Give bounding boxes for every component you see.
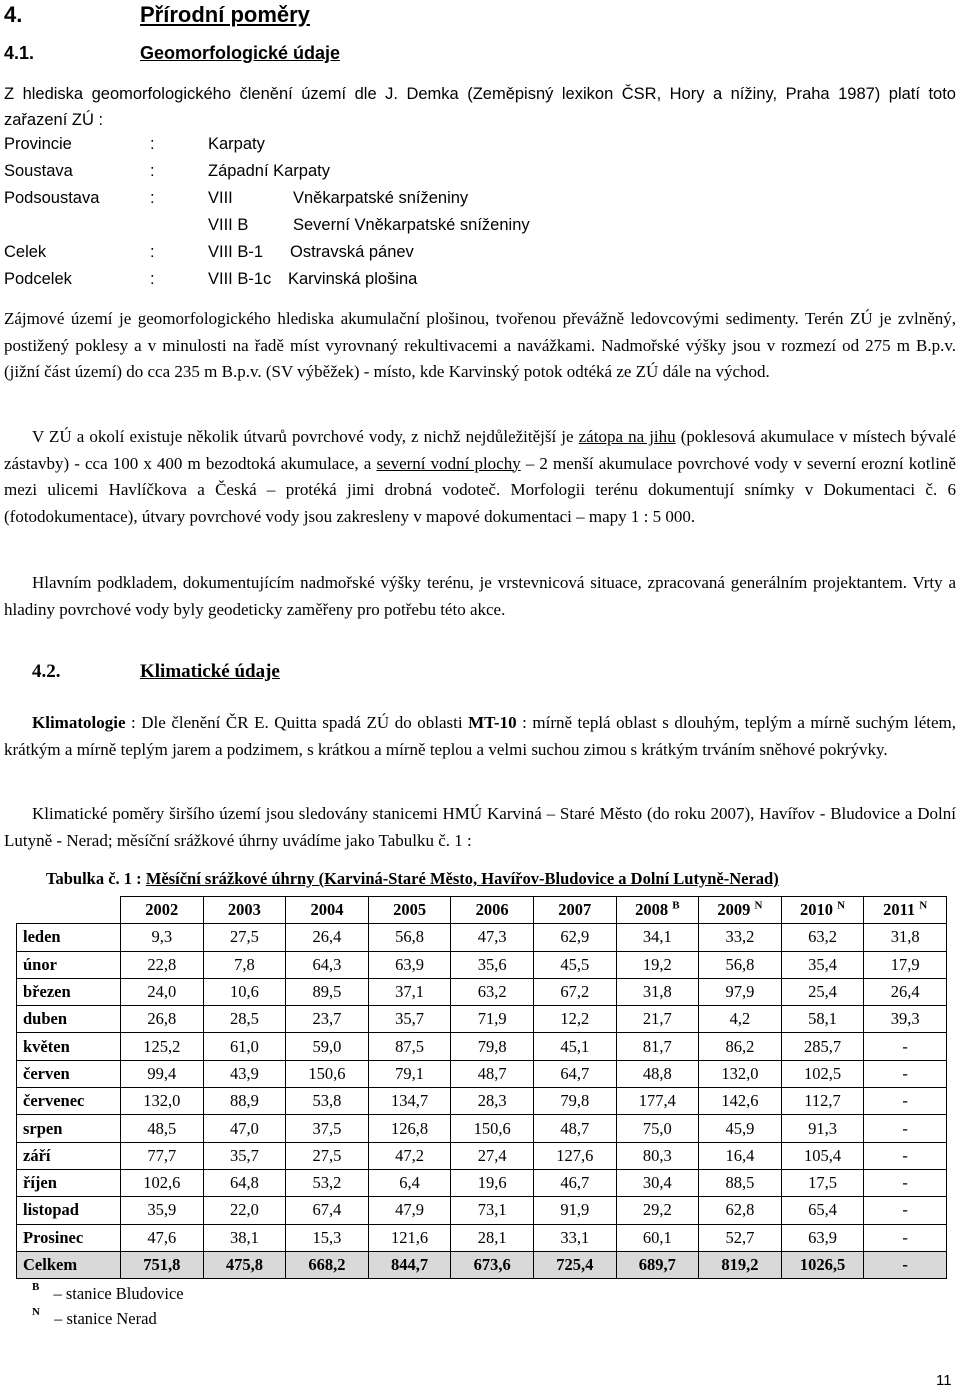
month-cell: září: [17, 1142, 121, 1169]
text-run: (poklesová akumulace v místech bývalé zástavby) - cca 100 x 400 m bezodtoká akumulace, a: [4, 427, 956, 473]
value-cell: 99,4: [121, 1060, 204, 1087]
year-header: [533, 897, 616, 924]
value-cell: 819,2: [699, 1251, 782, 1278]
value-cell: 475,8: [203, 1251, 286, 1278]
value-cell: 43,9: [203, 1060, 286, 1087]
value-cell: 67,2: [533, 978, 616, 1005]
value-cell: 725,4: [533, 1251, 616, 1278]
value-cell: 59,0: [286, 1033, 369, 1060]
year-label: 2004: [310, 900, 344, 920]
table-row: [17, 1169, 947, 1196]
value-cell: 22,0: [203, 1197, 286, 1224]
value-cell: 150,6: [451, 1115, 534, 1142]
value-cell: 673,6: [451, 1251, 534, 1278]
link-severni-vodni-plochy: severní vodní plochy: [376, 453, 521, 473]
value-cell: 102,5: [781, 1060, 864, 1087]
class-name: Karvinská plošina: [288, 270, 418, 288]
value-cell: 19,6: [451, 1169, 534, 1196]
value-cell: 80,3: [616, 1142, 699, 1169]
value-cell: 91,9: [533, 1197, 616, 1224]
value-cell: 81,7: [616, 1033, 699, 1060]
footnote-nerad: [32, 1305, 157, 1329]
value-cell: 53,8: [286, 1088, 369, 1115]
value-cell: 28,1: [451, 1224, 534, 1251]
value-cell: 33,2: [699, 924, 782, 951]
station-mark: N: [919, 899, 928, 912]
value-cell: 31,8: [616, 978, 699, 1005]
value-cell: 23,7: [286, 1006, 369, 1033]
value-cell: 64,8: [203, 1169, 286, 1196]
value-cell: 75,0: [616, 1115, 699, 1142]
value-cell: 79,8: [451, 1033, 534, 1060]
value-cell: 52,7: [699, 1224, 782, 1251]
value-cell: 26,4: [286, 924, 369, 951]
class-colon: :: [150, 162, 155, 180]
year-header: [864, 897, 947, 924]
value-cell: 28,5: [203, 1006, 286, 1033]
value-cell: 127,6: [533, 1142, 616, 1169]
month-cell: červenec: [17, 1088, 121, 1115]
footnote-bludovice: [32, 1280, 184, 1304]
value-cell: 45,9: [699, 1115, 782, 1142]
class-code: VIII: [208, 189, 233, 207]
value-cell: 4,2: [699, 1006, 782, 1033]
year-label: 2009: [717, 900, 751, 920]
value-cell: 62,9: [533, 924, 616, 951]
value-cell: 27,5: [203, 924, 286, 951]
value-cell: 21,7: [616, 1006, 699, 1033]
footnote-mark: B: [32, 1280, 40, 1293]
term-mt10: MT-10: [468, 713, 517, 732]
class-label: Podsoustava: [4, 189, 100, 207]
value-cell: 17,9: [864, 951, 947, 978]
value-cell: 63,9: [781, 1224, 864, 1251]
table-row: [17, 978, 947, 1005]
value-cell: 62,8: [699, 1197, 782, 1224]
value-cell: 48,7: [533, 1115, 616, 1142]
month-cell: březen: [17, 978, 121, 1005]
year-label: 2008: [635, 900, 669, 920]
class-colon: :: [150, 189, 155, 207]
class-label: Soustava: [4, 162, 73, 180]
table-corner: [17, 897, 121, 924]
value-cell: 150,6: [286, 1060, 369, 1087]
year-header: [286, 897, 369, 924]
value-cell: 28,3: [451, 1088, 534, 1115]
month-cell: květen: [17, 1033, 121, 1060]
value-cell: 22,8: [121, 951, 204, 978]
table-row: [17, 1115, 947, 1142]
value-cell: -: [864, 1033, 947, 1060]
geo-intro: Z hlediska geomorfologického členění území dle J. Demka (Zeměpisný lexikon ČSR, Hory a nížiny, Praha 1987) platí toto zařazení ZÚ :: [4, 85, 956, 129]
footnote-text: – stanice Bludovice: [53, 1284, 184, 1303]
value-cell: 689,7: [616, 1251, 699, 1278]
value-cell: 91,3: [781, 1115, 864, 1142]
year-header: [616, 897, 699, 924]
value-cell: 35,7: [203, 1142, 286, 1169]
value-cell: 37,5: [286, 1115, 369, 1142]
value-cell: 24,0: [121, 978, 204, 1005]
class-colon: :: [150, 135, 155, 153]
table-row: [17, 1033, 947, 1060]
value-cell: 126,8: [368, 1115, 451, 1142]
value-cell: 61,0: [203, 1033, 286, 1060]
table-total-row: [17, 1251, 947, 1278]
value-cell: 48,5: [121, 1115, 204, 1142]
text-run: : mírně teplá oblast s dlouhým, teplým a mírně suchým létem, krátkým a mírně teplým jarem a podzimem, s krátkou a mírně teplou a velmi suchou zimou s krátkým trváním sněhové pokrývky.: [4, 713, 957, 759]
value-cell: 112,7: [781, 1088, 864, 1115]
value-cell: 60,1: [616, 1224, 699, 1251]
value-cell: 125,2: [121, 1033, 204, 1060]
value-cell: 37,1: [368, 978, 451, 1005]
clima-paragraph-quitt: [4, 710, 956, 763]
month-cell: duben: [17, 1006, 121, 1033]
value-cell: 26,8: [121, 1006, 204, 1033]
value-cell: 17,5: [781, 1169, 864, 1196]
footnote-text: – stanice Nerad: [54, 1309, 157, 1328]
value-cell: 9,3: [121, 924, 204, 951]
month-cell: Prosinec: [17, 1224, 121, 1251]
value-cell: 86,2: [699, 1033, 782, 1060]
value-cell: 35,4: [781, 951, 864, 978]
value-cell: 48,7: [451, 1060, 534, 1087]
class-label: Podcelek: [4, 270, 72, 288]
table-caption: [46, 869, 779, 889]
value-cell: 668,2: [286, 1251, 369, 1278]
value-cell: 7,8: [203, 951, 286, 978]
value-cell: 64,7: [533, 1060, 616, 1087]
month-cell: Celkem: [17, 1251, 121, 1278]
year-header: [368, 897, 451, 924]
value-cell: 15,3: [286, 1224, 369, 1251]
value-cell: 121,6: [368, 1224, 451, 1251]
table-row: [17, 1197, 947, 1224]
value-cell: 16,4: [699, 1142, 782, 1169]
table-header-row: [17, 897, 947, 924]
month-cell: srpen: [17, 1115, 121, 1142]
value-cell: -: [864, 1224, 947, 1251]
month-cell: leden: [17, 924, 121, 951]
table-row: [17, 951, 947, 978]
value-cell: -: [864, 1115, 947, 1142]
value-cell: 1026,5: [781, 1251, 864, 1278]
value-cell: 63,2: [781, 924, 864, 951]
year-label: 2006: [475, 900, 509, 920]
value-cell: 105,4: [781, 1142, 864, 1169]
link-zatopa: zátopa na jihu: [578, 427, 676, 446]
value-cell: 47,0: [203, 1115, 286, 1142]
year-header: [121, 897, 204, 924]
value-cell: -: [864, 1088, 947, 1115]
subsection-title-clima: Klimatické údaje: [140, 661, 280, 682]
term-klimatologie: Klimatologie: [32, 713, 126, 732]
year-header: [699, 897, 782, 924]
value-cell: 844,7: [368, 1251, 451, 1278]
station-mark: N: [837, 899, 846, 912]
class-code: VIII B-1: [208, 243, 264, 261]
year-header: [203, 897, 286, 924]
value-cell: 132,0: [121, 1088, 204, 1115]
value-cell: 88,9: [203, 1088, 286, 1115]
value-cell: 31,8: [864, 924, 947, 951]
value-cell: 63,9: [368, 951, 451, 978]
clima-paragraph-stations: Klimatické poměry širšího území jsou sledovány stanicemi HMÚ Karviná – Staré Město (do roku 2007), Havířov - Bludovice a Dolní Lutyně - Nerad; měsíční srážkové úhrny uvádíme jako Tabulku č. 1 :: [4, 804, 956, 850]
month-cell: červen: [17, 1060, 121, 1087]
value-cell: 71,9: [451, 1006, 534, 1033]
year-label: 2010: [800, 900, 833, 920]
table-row: [17, 924, 947, 951]
month-cell: říjen: [17, 1169, 121, 1196]
value-cell: 29,2: [616, 1197, 699, 1224]
value-cell: 35,9: [121, 1197, 204, 1224]
value-cell: -: [864, 1142, 947, 1169]
value-cell: 177,4: [616, 1088, 699, 1115]
value-cell: 65,4: [781, 1197, 864, 1224]
subsection-number-geo: 4.1.: [4, 43, 35, 63]
table-row: [17, 1006, 947, 1033]
station-mark: B: [672, 899, 680, 912]
text-run: V ZÚ a okolí existuje několik útvarů povrchové vody, z nichž nejdůležitější je: [32, 427, 579, 446]
section-number: 4.: [4, 2, 23, 27]
value-cell: 67,4: [286, 1197, 369, 1224]
caption-title: Měsíční srážkové úhrny (Karviná-Staré Město, Havířov-Bludovice a Dolní Lutyně-Nerad): [145, 869, 779, 888]
value-cell: 79,8: [533, 1088, 616, 1115]
value-cell: 132,0: [699, 1060, 782, 1087]
value-cell: 58,1: [781, 1006, 864, 1033]
value-cell: 751,8: [121, 1251, 204, 1278]
table-row: [17, 1088, 947, 1115]
month-cell: únor: [17, 951, 121, 978]
precipitation-table: [16, 896, 947, 1279]
value-cell: 19,2: [616, 951, 699, 978]
class-code: Západní Karpaty: [208, 162, 330, 180]
table-row: [17, 1142, 947, 1169]
class-code: VIII B: [208, 216, 249, 234]
class-colon: :: [150, 270, 155, 288]
value-cell: 35,7: [368, 1006, 451, 1033]
value-cell: -: [864, 1197, 947, 1224]
class-name: Vněkarpatské sníženiny: [293, 189, 469, 207]
value-cell: 97,9: [699, 978, 782, 1005]
value-cell: 142,6: [699, 1088, 782, 1115]
text-run: – 2 menší akumulace povrchové vody v severní erozní kotlině mezi ulicemi Havlíčkova a Česká – protéká jimi drobná vodoteč. Morfologii terénu dokumentují snímky v Dokumentaci č. 6 (fotodokumentace), útvary povrchové vody jsou zakresleny v mapové dokumentaci – mapy 1 : 5 000.: [4, 453, 956, 526]
section-title: Přírodní poměry: [140, 2, 310, 27]
class-label: Celek: [4, 243, 47, 261]
value-cell: 89,5: [286, 978, 369, 1005]
class-code: Karpaty: [208, 135, 265, 153]
table-row: [17, 1060, 947, 1087]
value-cell: 27,4: [451, 1142, 534, 1169]
page-number: 11: [936, 1372, 952, 1389]
value-cell: 79,1: [368, 1060, 451, 1087]
value-cell: 30,4: [616, 1169, 699, 1196]
value-cell: 35,6: [451, 951, 534, 978]
footnote-mark: N: [32, 1305, 40, 1318]
value-cell: 48,8: [616, 1060, 699, 1087]
value-cell: 34,1: [616, 924, 699, 951]
year-header: [781, 897, 864, 924]
value-cell: 45,5: [533, 951, 616, 978]
value-cell: 26,4: [864, 978, 947, 1005]
text-run: : Dle členění ČR E. Quitta spadá ZÚ do oblasti: [125, 713, 469, 732]
value-cell: 102,6: [121, 1169, 204, 1196]
table-row: [17, 1224, 947, 1251]
subsection-number-clima: 4.2.: [32, 661, 61, 682]
class-code: VIII B-1c: [208, 270, 272, 288]
value-cell: -: [864, 1169, 947, 1196]
value-cell: 12,2: [533, 1006, 616, 1033]
value-cell: 45,1: [533, 1033, 616, 1060]
year-label: 2007: [558, 900, 592, 920]
geo-paragraph-water: [4, 424, 956, 530]
value-cell: 56,8: [368, 924, 451, 951]
value-cell: 53,2: [286, 1169, 369, 1196]
caption-prefix: Tabulka č. 1 :: [46, 869, 146, 888]
year-label: 2003: [227, 900, 261, 920]
class-colon: :: [150, 243, 155, 261]
value-cell: 47,6: [121, 1224, 204, 1251]
value-cell: 63,2: [451, 978, 534, 1005]
value-cell: 25,4: [781, 978, 864, 1005]
year-label: 2005: [393, 900, 427, 920]
year-header: [451, 897, 534, 924]
value-cell: -: [864, 1060, 947, 1087]
year-label: 2011: [883, 900, 916, 920]
subsection-title-geo: Geomorfologické údaje: [140, 43, 341, 63]
value-cell: 10,6: [203, 978, 286, 1005]
value-cell: 134,7: [368, 1088, 451, 1115]
class-label: Provincie: [4, 135, 72, 153]
value-cell: 77,7: [121, 1142, 204, 1169]
value-cell: -: [864, 1251, 947, 1278]
value-cell: 6,4: [368, 1169, 451, 1196]
value-cell: 73,1: [451, 1197, 534, 1224]
value-cell: 46,7: [533, 1169, 616, 1196]
geo-paragraph-terrain: Zájmové území je geomorfologického hlediska akumulační plošinou, tvořenou převážně ledovcovými sedimenty. Terén ZÚ je zvlněný, postižený poklesy a v minulosti na řadě míst vyrovnaný rekultivacemi a navážkami. Nadmořské výšky jsou v rozmezí od 275 m B.p.v. (jižní část území) do cca 235 m B.p.v. (SV výběžek) - místo, kde Karvinský potok odtéká ze ZÚ dále na východ.: [4, 309, 956, 382]
month-cell: listopad: [17, 1197, 121, 1224]
value-cell: 64,3: [286, 951, 369, 978]
value-cell: 38,1: [203, 1224, 286, 1251]
value-cell: 47,3: [451, 924, 534, 951]
value-cell: 56,8: [699, 951, 782, 978]
geo-paragraph-survey: Hlavním podkladem, dokumentujícím nadmořské výšky terénu, je vrstevnicová situace, zpracovaná generálním projektantem. Vrty a hladiny povrchové vody byly geodeticky zaměřeny pro potřebu této akce.: [4, 573, 956, 619]
value-cell: 88,5: [699, 1169, 782, 1196]
year-label: 2002: [145, 900, 179, 920]
value-cell: 47,9: [368, 1197, 451, 1224]
class-name: Severní Vněkarpatské sníženiny: [293, 216, 530, 234]
class-name: Ostravská pánev: [290, 243, 414, 261]
value-cell: 87,5: [368, 1033, 451, 1060]
value-cell: 47,2: [368, 1142, 451, 1169]
value-cell: 27,5: [286, 1142, 369, 1169]
value-cell: 39,3: [864, 1006, 947, 1033]
value-cell: 33,1: [533, 1224, 616, 1251]
value-cell: 285,7: [781, 1033, 864, 1060]
station-mark: N: [754, 899, 763, 912]
